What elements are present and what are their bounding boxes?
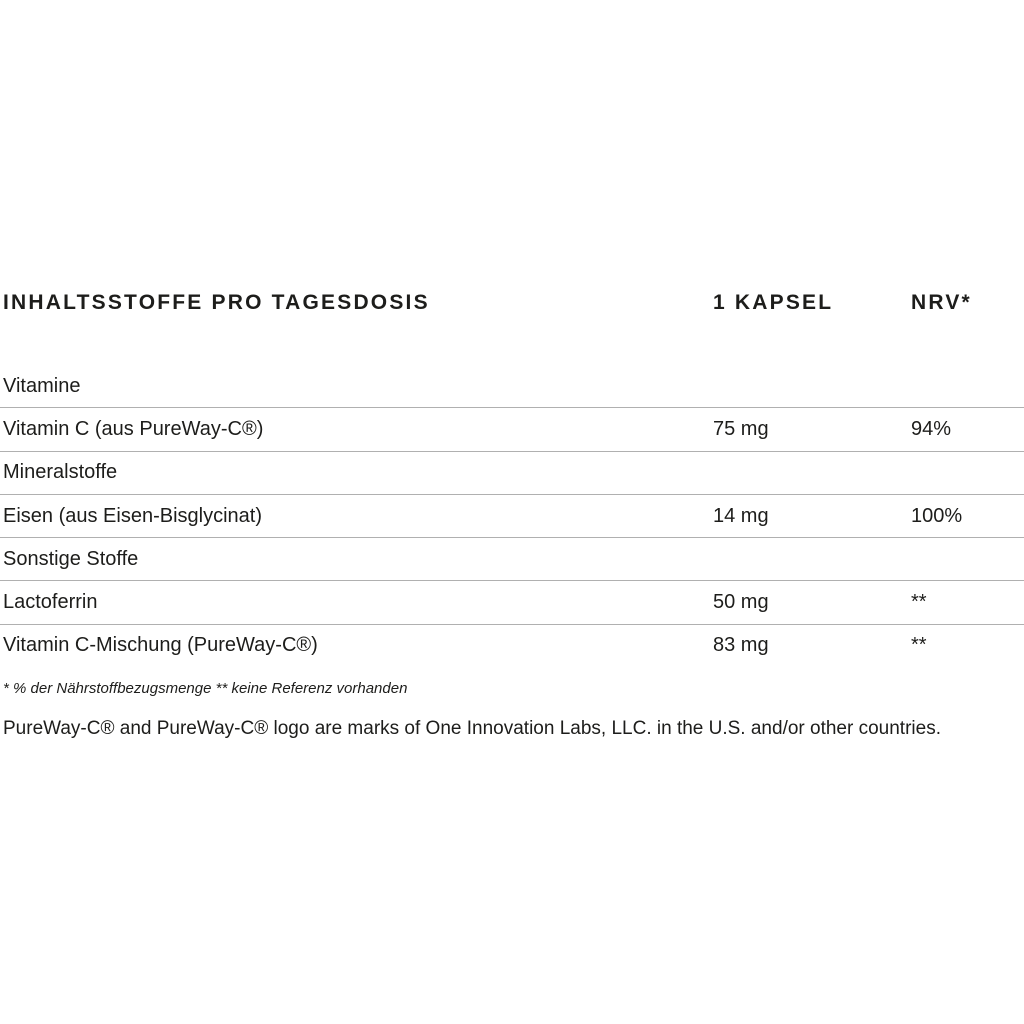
section-row-vitamine bbox=[0, 365, 1024, 408]
ingredient-row-eisen bbox=[0, 495, 1024, 538]
row-amount: 75 mg bbox=[713, 417, 769, 440]
ingredient-row-vitamin-c-mischung bbox=[0, 625, 1024, 667]
ingredient-table bbox=[0, 365, 1024, 667]
row-label: Vitamin C-Mischung (PureWay-C®) bbox=[3, 634, 318, 657]
row-amount: 50 mg bbox=[713, 591, 769, 614]
row-amount: 83 mg bbox=[713, 634, 769, 657]
section-row-mineralstoffe bbox=[0, 452, 1024, 495]
section-label: Vitamine bbox=[3, 374, 81, 397]
ingredient-row-lactoferrin bbox=[0, 581, 1024, 624]
section-label: Sonstige Stoffe bbox=[3, 547, 139, 570]
row-nrv: 94% bbox=[911, 417, 952, 440]
nrv-footnote: * % der Nährstoffbezugsmenge ** keine Referenz vorhanden bbox=[3, 680, 408, 698]
row-label: Eisen (aus Eisen-Bisglycinat) bbox=[3, 504, 262, 527]
row-label: Lactoferrin bbox=[3, 591, 98, 614]
kapsel-column-header: 1 KAPSEL bbox=[713, 291, 834, 314]
table-header-row bbox=[0, 291, 1024, 323]
ingredient-row-vitamin-c bbox=[0, 408, 1024, 451]
section-label: Mineralstoffe bbox=[3, 461, 118, 484]
row-label: Vitamin C (aus PureWay-C®) bbox=[3, 417, 264, 440]
row-nrv: 100% bbox=[911, 504, 963, 527]
table-title: INHALTSSTOFFE PRO TAGESDOSIS bbox=[3, 291, 430, 314]
row-amount: 14 mg bbox=[713, 504, 769, 527]
nrv-column-header: NRV* bbox=[911, 291, 972, 314]
row-nrv: ** bbox=[911, 591, 927, 614]
section-row-sonstige-stoffe bbox=[0, 538, 1024, 581]
trademark-note: PureWay-C® and PureWay-C® logo are marks of One Innovation Labs, LLC. in the U.S. and/or other countries. bbox=[3, 718, 941, 740]
row-nrv: ** bbox=[911, 634, 927, 657]
ingredients-table-block bbox=[0, 291, 1024, 740]
